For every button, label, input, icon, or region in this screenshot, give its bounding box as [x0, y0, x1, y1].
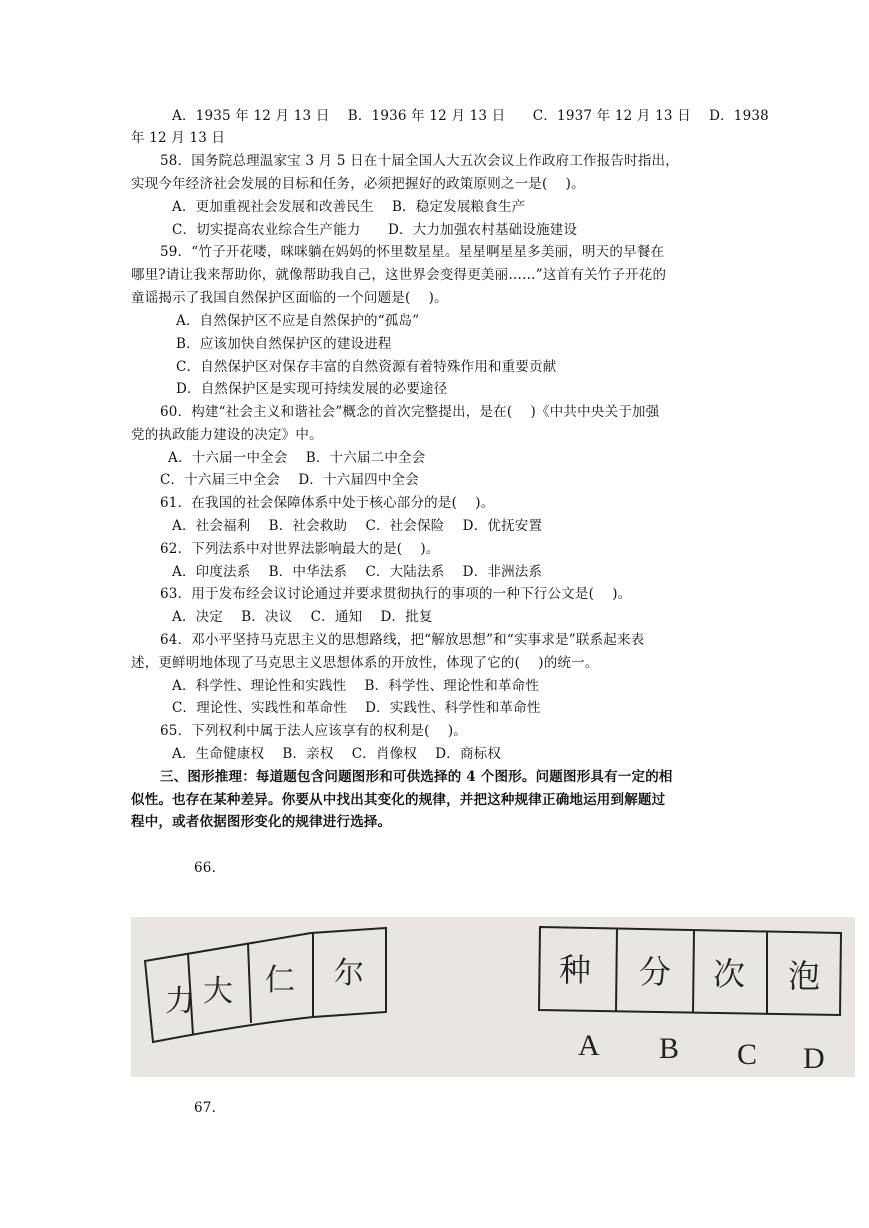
q61-options: A．社会福利 B．社会救助 C．社会保险 D．优抚安置	[172, 518, 543, 534]
q66-figure-svg	[131, 917, 855, 1077]
option-label-d: D	[803, 1042, 825, 1075]
q63-options: A．决定 B．决议 C．通知 D．批复	[172, 609, 433, 625]
option-char-c: 次	[713, 955, 746, 993]
q65-options: A．生命健康权 B．亲权 C．肖像权 D．商标权	[172, 746, 502, 762]
option-char-a: 种	[559, 951, 592, 989]
q65-stem: 65．下列权利中属于法人应该享有的权利是( )。	[160, 723, 468, 739]
q60-options-cd: C．十六届三中全会 D．十六届四中全会	[160, 472, 419, 488]
q58-options-ab: A．更加重视社会发展和改善民生 B．稳定发展粮食生产	[172, 199, 526, 215]
q61-stem: 61．在我国的社会保障体系中处于核心部分的是( )。	[160, 495, 495, 511]
q59-option-a: A．自然保护区不应是自然保护的“孤岛”	[176, 313, 420, 329]
q58-stem-line-1: 58．国务院总理温家宝 3 月 5 日在十届全国人大五次会议上作政府工作报告时指出，	[160, 153, 679, 169]
q59-option-d: D．自然保护区是实现可持续发展的必要途径	[176, 381, 448, 397]
q59-stem-line-1: 59．“竹子开花喽，咪咪躺在妈妈的怀里数星星。星星啊星星多美丽，明天的早餐在	[160, 244, 665, 260]
q60-options-ab: A．十六届一中全会 B．十六届二中全会	[168, 450, 426, 466]
question-char-4: 尔	[334, 956, 364, 991]
q64-options-cd: C．理论性、实践性和革命性 D．实践性、科学性和革命性	[172, 700, 541, 716]
section-three-heading-line-1: 三、图形推理：每道题包含问题图形和可供选择的 4 个图形。问题图形具有一定的相	[160, 769, 673, 785]
q64-stem-line-2: 述，更鲜明地体现了马克思主义思想体系的开放性，体现了它的( )的统一。	[131, 655, 599, 671]
q64-stem-line-1: 64．邓小平坚持马克思主义的思想路线，把“解放思想”和“实事求是”联系起来表	[160, 632, 645, 648]
q59-option-c: C．自然保护区对保存丰富的自然资源有着特殊作用和重要贡献	[176, 359, 557, 375]
question-char-1: 力	[165, 984, 195, 1019]
q57-options-line-1: A．1935 年 12 月 13 日 B．1936 年 12 月 13 日 C．1937 年 12 月 13 日 D．1938	[172, 108, 769, 124]
q60-stem-line-1: 60．构建“社会主义和谐社会”概念的首次完整提出，是在( )《中共中央关于加强	[160, 404, 660, 420]
q60-stem-line-2: 党的执政能力建设的决定》中。	[131, 427, 323, 443]
question-char-3: 仁	[265, 963, 295, 998]
q67-number: 67.	[194, 1100, 217, 1116]
option-label-a: A	[578, 1029, 600, 1062]
option-char-b: 分	[639, 953, 672, 991]
q59-stem-line-3: 童谣揭示了我国自然保护区面临的一个问题是( )。	[131, 290, 448, 306]
option-label-c: C	[737, 1038, 758, 1071]
question-char-2: 大	[203, 974, 233, 1009]
q66-number: 66.	[194, 860, 217, 876]
q63-stem: 63．用于发布经会议讨论通过并要求贯彻执行的事项的一种下行公文是( )。	[160, 586, 632, 602]
q62-options: A．印度法系 B．中华法系 C．大陆法系 D．非洲法系	[172, 564, 543, 580]
section-three-heading-line-2: 似性。也存在某种差异。你要从中找出其变化的规律，并把这种规律正确地运用到解题过	[131, 792, 666, 808]
option-char-d: 泡	[788, 957, 821, 995]
option-label-b: B	[659, 1032, 680, 1065]
q64-options-ab: A．科学性、理论性和实践性 B．科学性、理论性和革命性	[172, 678, 540, 694]
section-three-heading-line-3: 程中，或者依据图形变化的规律进行选择。	[131, 814, 392, 830]
q59-option-b: B．应该加快自然保护区的建设进程	[176, 336, 392, 352]
q62-stem: 62．下列法系中对世界法影响最大的是( )。	[160, 541, 440, 557]
q57-options-line-2: 年 12 月 13 日	[131, 130, 226, 146]
q59-stem-line-2: 哪里?请让我来帮助你，就像帮助我自己，这世界会变得更美丽……”这首有关竹子开花的	[131, 267, 667, 283]
q58-options-cd: C．切实提高农业综合生产能力 D．大力加强农村基础设施建设	[172, 222, 578, 238]
q66-figure	[131, 917, 855, 1077]
q58-stem-line-2: 实现今年经济社会发展的目标和任务，必须把握好的政策原则之一是( )。	[131, 176, 585, 192]
